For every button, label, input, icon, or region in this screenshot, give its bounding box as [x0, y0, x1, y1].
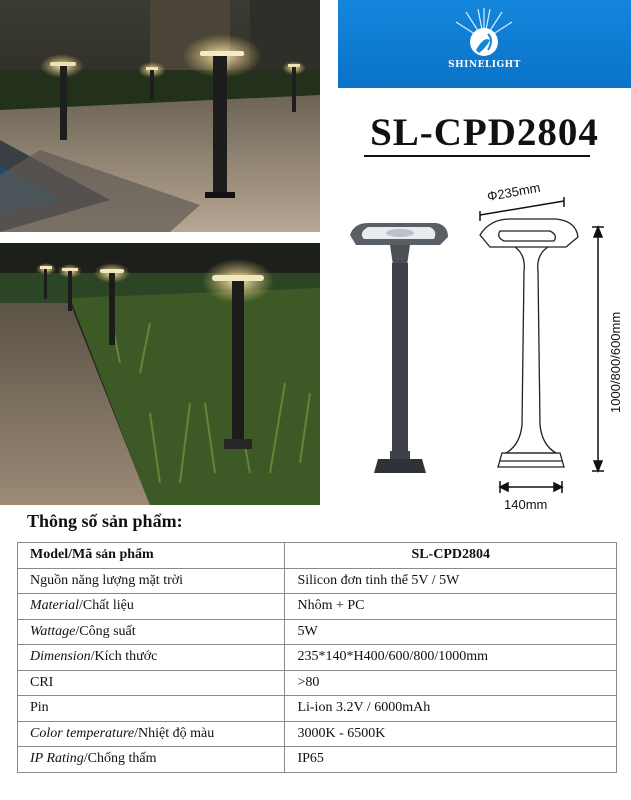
spec-row: [18, 619, 617, 645]
spec-label-en: IP Rating: [30, 751, 84, 767]
spec-row: [18, 696, 617, 722]
spec-label: [18, 619, 285, 645]
spec-row: [18, 594, 617, 620]
spec-heading: Thông số sản phẩm:: [27, 511, 183, 531]
spec-label: [18, 568, 285, 594]
spec-label: [18, 696, 285, 722]
diameter-label: Φ235mm: [485, 179, 542, 204]
base-width-label: 140mm: [504, 497, 548, 512]
spec-value: 5W: [285, 619, 617, 645]
spec-label-vi: /Chất liệu: [79, 598, 134, 614]
product-model-title: SL-CPD2804: [370, 111, 599, 154]
spec-row: [18, 645, 617, 671]
spec-label: [18, 594, 285, 620]
spec-label: [18, 721, 285, 747]
brand-logo-icon: [338, 0, 631, 60]
spec-value: IP65: [285, 747, 617, 773]
spec-label: [18, 645, 285, 671]
spec-label: [18, 670, 285, 696]
technical-drawing: [330, 175, 631, 515]
title-underline: [364, 155, 590, 157]
spec-value: 3000K - 6500K: [285, 721, 617, 747]
spec-label-vi: /Công suất: [75, 623, 136, 639]
height-label: 1000/800/600mm: [608, 311, 623, 413]
spec-header-label: Model/Mã sản phẩm: [18, 543, 285, 569]
spec-table: [17, 542, 617, 773]
garden-photo-top: [0, 0, 320, 232]
lamp-line-drawing: [480, 219, 578, 467]
spec-value: 235*140*H400/600/800/1000mm: [285, 645, 617, 671]
spec-label-en: Color temperature: [30, 725, 135, 741]
spec-label-vi: /Chống thấm: [83, 751, 157, 767]
spec-label-vi: /Nhiệt độ màu: [134, 725, 215, 741]
spec-header-value: SL-CPD2804: [285, 543, 617, 569]
spec-label-en: Wattage: [30, 623, 76, 639]
spec-label-vi: CRI: [30, 674, 54, 690]
spec-value: Silicon đơn tinh thể 5V / 5W: [285, 568, 617, 594]
spec-label-en: Material: [30, 598, 79, 614]
spec-value: Nhôm + PC: [285, 594, 617, 620]
spec-label-vi: /Kích thước: [90, 649, 158, 665]
spec-value: Li-ion 3.2V / 6000mAh: [285, 696, 617, 722]
spec-row: [18, 721, 617, 747]
spec-label-vi: Pin: [30, 700, 49, 716]
lamp-render: [350, 223, 448, 473]
spec-label-en: Dimension: [30, 649, 91, 665]
spec-row: [18, 747, 617, 773]
spec-row: [18, 568, 617, 594]
brand-name: SHINELIGHT: [448, 60, 521, 70]
spec-header-row: [18, 543, 617, 569]
spec-label: [18, 747, 285, 773]
brand-logo-banner: [338, 0, 631, 88]
spec-row: [18, 670, 617, 696]
garden-photo-bottom: [0, 243, 320, 505]
spec-label-vi: Nguồn năng lượng mặt trời: [30, 572, 184, 588]
spec-value: >80: [285, 670, 617, 696]
